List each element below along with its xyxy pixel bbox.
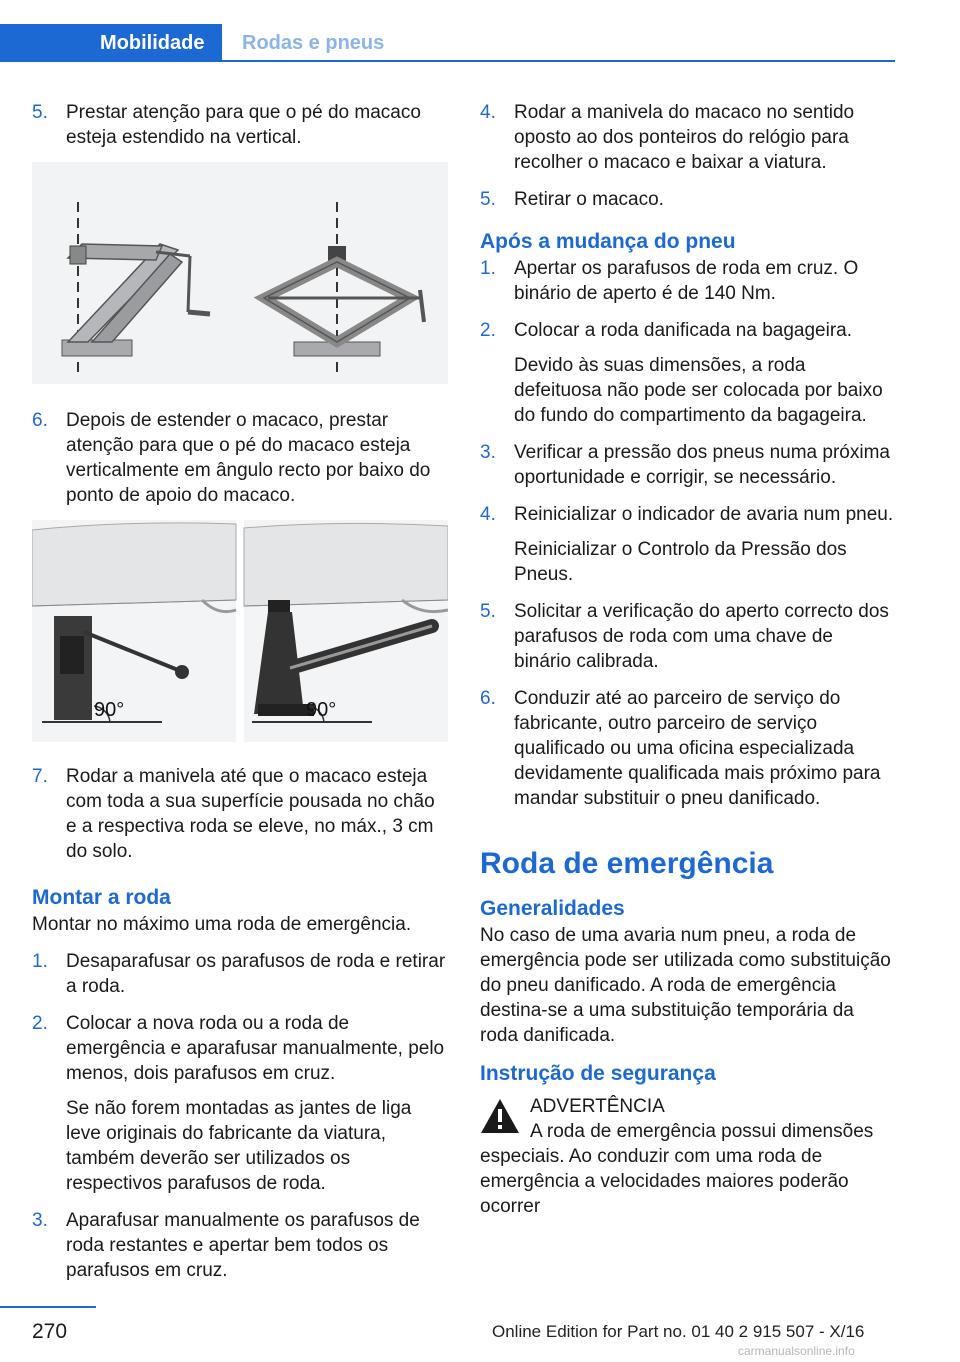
page-number: 270 xyxy=(32,1320,68,1343)
step-text: Rodar a manivela até que o macaco esteja com toda a sua superfície pousada no chão e a respectiva roda se eleve, no máx., 3 cm do solo. xyxy=(66,766,435,862)
lower-step-5 xyxy=(480,187,894,212)
jack-90-illustration xyxy=(32,520,448,742)
general-text: No caso de uma avaria num pneu, a roda de emergência pode ser utilizada como substituição do pneu danificado. A roda de emergência destina-se a uma substituição temporária da roda danificada. xyxy=(480,925,891,1046)
step-text: Depois de estender o macaco, prestar atenção para que o pé do macaco esteja verticalmente em ângulo recto por baixo do ponto de apoio do macaco. xyxy=(66,410,431,506)
step-number: 5. xyxy=(32,102,48,123)
tab-rodas-e-pneus[interactable]: Rodas e pneus xyxy=(242,32,385,54)
after-change-heading: Após a mudança do pneu xyxy=(480,230,736,253)
step-number: 5. xyxy=(480,601,496,622)
mount-heading: Montar a roda xyxy=(32,886,171,909)
after-step-1 xyxy=(480,256,894,306)
step-subtext: Reinicializar o Controlo da Pressão dos Pneus. xyxy=(514,539,847,585)
step-number: 2. xyxy=(480,320,496,341)
watermark: carmanualsonline.info xyxy=(738,1344,855,1358)
step-number: 3. xyxy=(480,442,496,463)
step-text: Aparafusar manualmente os parafusos de roda restantes e apertar bem todos os parafusos em cruz. xyxy=(66,1210,420,1281)
after-step-2 xyxy=(480,318,894,428)
tab-mobilidade[interactable]: Mobilidade xyxy=(0,24,222,62)
step-text: Colocar a roda danificada na bagageira. xyxy=(514,320,853,341)
step-number: 2. xyxy=(32,1013,48,1034)
right-column xyxy=(480,100,894,1219)
jack-right-angle-figure xyxy=(32,520,448,742)
step-text: Colocar a nova roda ou a roda de emergência e aparafusar manualmente, pelo menos, dois parafusos em cruz. xyxy=(66,1013,445,1084)
step-number: 6. xyxy=(32,410,48,431)
step-6-left xyxy=(32,408,448,508)
step-number: 1. xyxy=(480,258,496,279)
edition-info: Online Edition for Part no. 01 40 2 915 507 - X/16 xyxy=(492,1322,865,1341)
jack-illustration xyxy=(32,162,448,384)
warning-title: ADVERTÊNCIA xyxy=(530,1096,665,1117)
step-subtext: Se não forem montadas as jantes de liga leve originais do fabricante da viatura, também deverão ser utilizados os respectivos parafusos de roda. xyxy=(66,1098,412,1194)
warning-text: A roda de emergência possui dimensões especiais. Ao conduzir com uma roda de emergência a velocidades maiores poderão ocorrer xyxy=(480,1121,874,1217)
general-heading: Generalidades xyxy=(480,897,625,920)
step-number: 6. xyxy=(480,688,496,709)
step-text: Prestar atenção para que o pé do macaco esteja estendido na vertical. xyxy=(66,102,421,148)
jack-vertical-figure xyxy=(32,162,448,384)
step-7-left xyxy=(32,764,448,864)
after-step-6 xyxy=(480,686,894,811)
angle-label-right: 90° xyxy=(306,699,337,721)
step-text: Rodar a manivela do macaco no sentido oposto ao dos ponteiros do relógio para recolher o macaco e baixar a viatura. xyxy=(514,102,855,173)
angle-label-left: 90° xyxy=(94,699,125,721)
step-number: 4. xyxy=(480,102,496,123)
left-column xyxy=(32,100,448,1295)
lower-step-4 xyxy=(480,100,894,175)
step-number: 4. xyxy=(480,504,496,525)
step-text: Apertar os parafusos de roda em cruz. O binário de aperto é de 140 Nm. xyxy=(514,258,859,304)
safety-heading: Instrução de segurança xyxy=(480,1062,716,1085)
mount-intro: Montar no máximo uma roda de emergência. xyxy=(32,914,412,935)
after-step-4 xyxy=(480,502,894,587)
step-text: Solicitar a verificação do aperto correcto dos parafusos de roda com uma chave de binário calibrada. xyxy=(514,601,889,672)
step-number: 3. xyxy=(32,1210,48,1231)
step-text: Reinicializar o indicador de avaria num pneu. xyxy=(514,504,894,525)
step-text: Retirar o macaco. xyxy=(514,189,664,210)
step-number: 7. xyxy=(32,766,48,787)
warning-block xyxy=(480,1094,894,1219)
step-text: Desaparafusar os parafusos de roda e retirar a roda. xyxy=(66,951,446,997)
step-subtext: Devido às suas dimensões, a roda defeituosa não pode ser colocada por baixo do fundo do compartimento da bagageira. xyxy=(514,355,883,426)
mount-step-3 xyxy=(32,1208,448,1283)
step-text: Verificar a pressão dos pneus numa próxima oportunidade e corrigir, se necessário. xyxy=(514,442,890,488)
footer-rule xyxy=(0,1306,96,1308)
step-number: 5. xyxy=(480,189,496,210)
step-5-left xyxy=(32,100,448,150)
warning-triangle-icon xyxy=(480,1098,520,1134)
spare-wheel-heading: Roda de emergência xyxy=(480,847,774,880)
mount-step-1 xyxy=(32,949,448,999)
step-text: Conduzir até ao parceiro de serviço do fabricante, outro parceiro de serviço qualificado ou uma oficina especializada devidamente qualificada mais próximo para mandar substituir o pneu danificado. xyxy=(514,688,881,809)
after-step-3 xyxy=(480,440,894,490)
mount-step-2 xyxy=(32,1011,448,1196)
step-number: 1. xyxy=(32,951,48,972)
after-step-5 xyxy=(480,599,894,674)
